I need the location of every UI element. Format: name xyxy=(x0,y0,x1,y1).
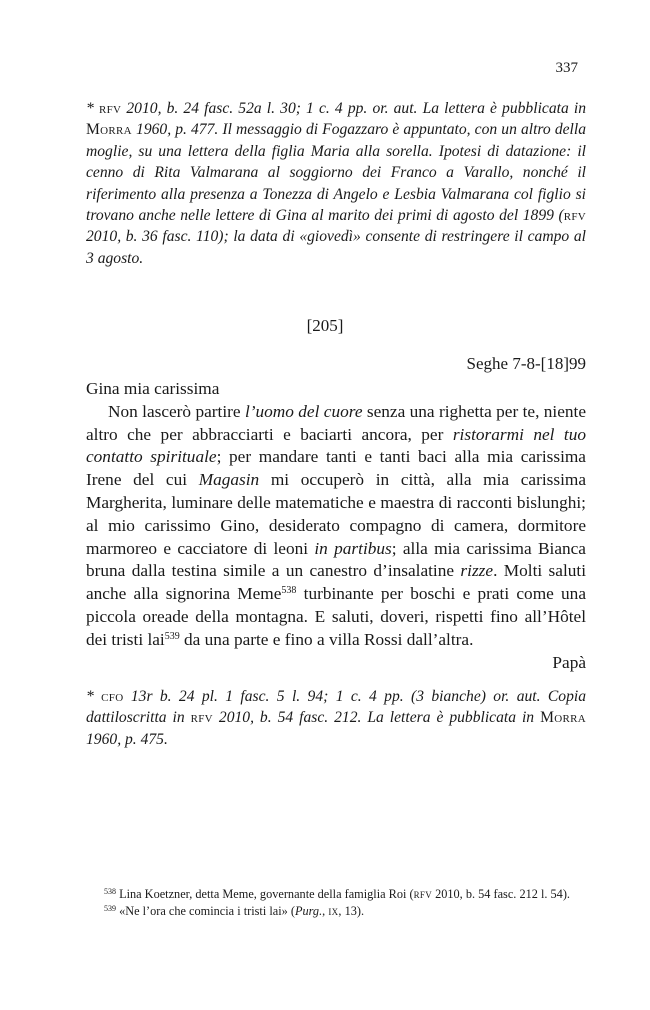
footnote-text: Lina Koetzner, detta Meme, governante della famiglia Roi ( xyxy=(116,887,414,901)
body-text: mi occuperò in città, alla mia carissima Margherita, luminare delle matematiche e maestra di racconti bislunghi; al mio carissimo Gino, desiderato compagno di camera, dormitore marmoreo e cacciatore di leoni xyxy=(86,470,586,558)
footnotes xyxy=(86,886,586,920)
note-text: 1960, p. 475. xyxy=(86,730,168,748)
footnote-538 xyxy=(86,886,586,903)
letter-text xyxy=(86,378,586,674)
body-text: . Molti saluti anche alla signorina Meme xyxy=(86,561,586,604)
letter-body xyxy=(86,401,586,652)
archive-sigla: cfo xyxy=(101,688,124,705)
note-text: 2010, b. 36 fasc. 110); la data di «giovedì» consente di restringere il campo al 3 agosto. xyxy=(86,228,586,267)
page-number: 337 xyxy=(555,60,578,76)
letter-salutation: Gina mia carissima xyxy=(86,379,220,398)
body-text: da una parte e fino a villa Rossi dall’altra. xyxy=(179,629,474,649)
body-text: senza una righetta per te, niente altro che per abbracciarti e baciarti ancora, per xyxy=(86,401,586,444)
note-text: 1960, p. 477. Il messaggio di Fogazzaro è appuntato, con un altro della moglie, su una lettera della figlia Maria alla sorella. Ipotesi di datazione: il cenno di Rita Valmarana al soggiorno dei Franco a Varallo, nonché il riferimento alla presenza a Tonezza di Angelo e Lesbia Valmarana col figlio si trovano anche nelle lettere di Gina al marito dei primi di agosto del 1899 ( xyxy=(86,121,586,225)
body-italic: ristorarmi nel tuo contatto spirituale xyxy=(86,424,586,467)
footnote-text: , 13). xyxy=(338,904,365,918)
archive-sigla: rfv xyxy=(413,887,433,901)
note-asterisk: * xyxy=(86,688,102,705)
archive-sigla: rfv xyxy=(98,100,122,117)
archive-sigla: rfv xyxy=(563,207,586,225)
roman-numeral: ix xyxy=(328,904,339,918)
footnote-539 xyxy=(86,903,586,920)
body-italic: l’uomo del cuore xyxy=(244,401,363,421)
footnote-text: 2010, b. 54 fasc. 212 l. 54). xyxy=(432,887,570,901)
letter-date: Seghe 7-8-[18]99 xyxy=(466,354,586,373)
editorial-note-top xyxy=(86,98,586,269)
note-text: 13r b. 24 pl. 1 fasc. 5 l. 94; 1 c. 4 pp. (3 bianche) or. aut. Copia dattiloscritta in xyxy=(86,688,587,727)
author-name: Morra xyxy=(86,121,132,139)
note-text: 2010, b. 24 fasc. 52a l. 30; 1 c. 4 pp. or. aut. La lettera è pubblicata in xyxy=(121,100,586,117)
footnote-italic: Purg. xyxy=(294,904,323,918)
letter-signature: Papà xyxy=(552,652,586,672)
editorial-note-bottom xyxy=(86,686,586,750)
body-text: turbinante per boschi e prati come una piccola oreade della montagna. E saluti, doveri, rispetti fino all’Hôtel dei tristi lai xyxy=(86,584,586,649)
note-asterisk: * xyxy=(86,100,99,117)
body-text: Non lascerò partire xyxy=(108,401,245,421)
body-text: ; alla mia carissima Bianca bruna dalla testina simile a un canestro d’insalatine xyxy=(86,538,586,581)
body-italic: in partibus xyxy=(314,538,392,558)
note-text: 2010, b. 54 fasc. 212. La lettera è pubblicata in xyxy=(212,709,541,727)
footnote-ref-538[interactable]: 538 xyxy=(281,585,297,597)
footnote-ref-539[interactable]: 539 xyxy=(164,630,180,642)
footnote-text: «Ne l’ora che comincia i tristi lai» ( xyxy=(116,904,295,918)
archive-sigla: rfv xyxy=(190,709,213,727)
body-text: ; per mandare tanti e tanti baci alla mia carissima Irene del cui xyxy=(86,447,586,490)
footnote-number: 538 xyxy=(104,887,116,896)
footnote-number: 539 xyxy=(104,904,116,913)
letter-number: [205] xyxy=(306,316,344,335)
body-italic: Magasin xyxy=(198,470,260,490)
footnote-text: , xyxy=(322,904,329,918)
author-name: Morra xyxy=(540,709,586,727)
body-italic: rizze xyxy=(460,561,494,581)
